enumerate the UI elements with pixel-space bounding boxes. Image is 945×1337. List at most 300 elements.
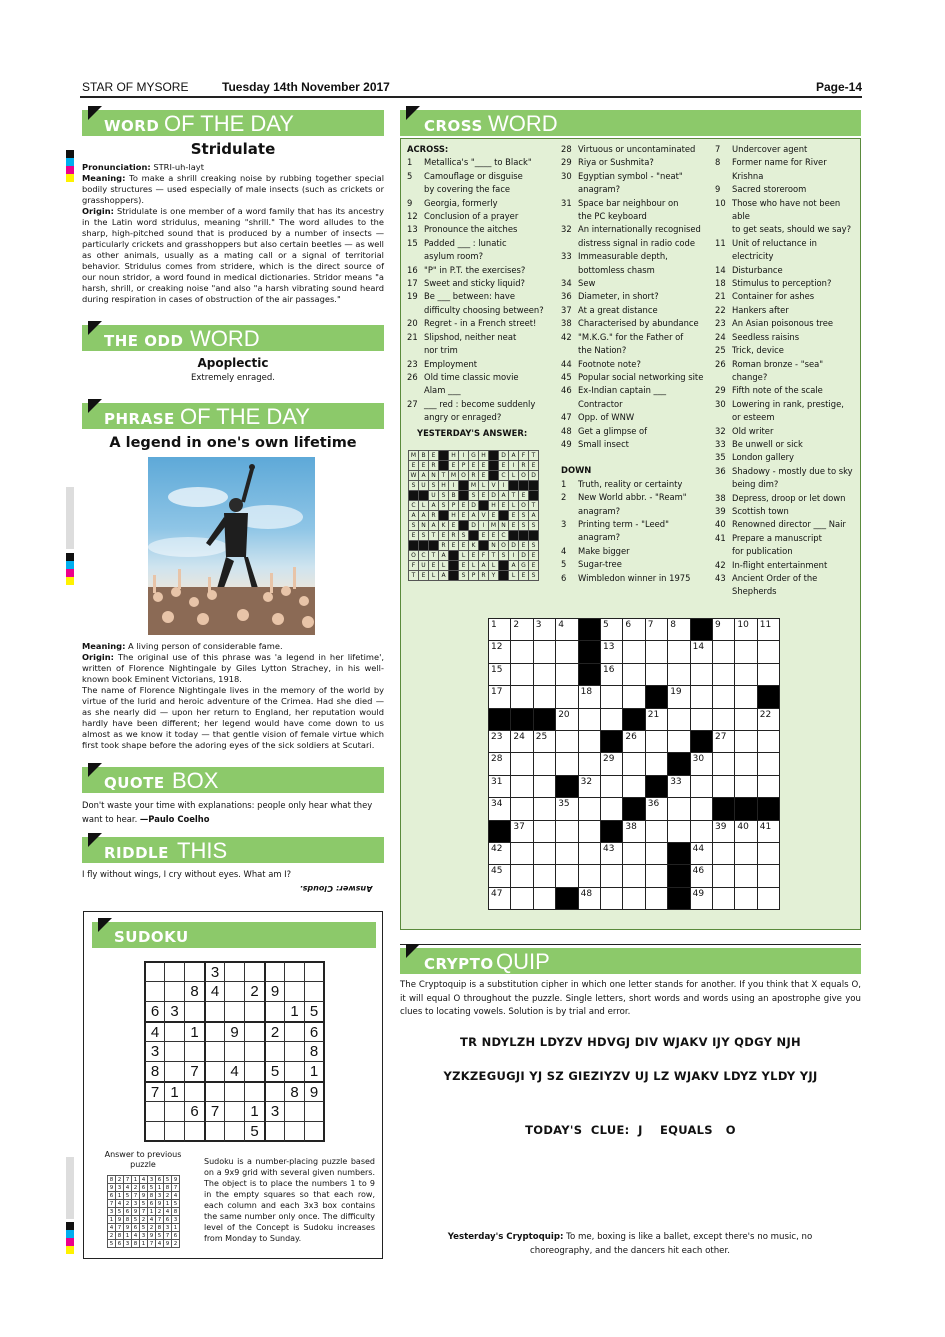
clue-number: [407, 411, 424, 424]
crossword-cell[interactable]: [622, 618, 645, 641]
crossword-cell[interactable]: [578, 864, 601, 887]
sudoku-cell[interactable]: [224, 1001, 245, 1022]
sudoku-answer-cell: 2: [123, 1199, 132, 1208]
crossword-cell[interactable]: [734, 887, 757, 910]
clue-item: [715, 451, 857, 464]
clue-item: [715, 545, 857, 558]
cell-number: 1: [491, 620, 497, 630]
clue-item: [407, 197, 559, 210]
crossword-cell[interactable]: [734, 752, 757, 775]
crossword-cell[interactable]: [734, 730, 757, 753]
clue-text: "P" in P.T. the exercises?: [424, 264, 526, 275]
clue-item: [561, 344, 711, 357]
crossword-cell[interactable]: [667, 640, 690, 663]
crossword-grid[interactable]: [488, 618, 779, 910]
yesterday-answer-grid: [408, 450, 538, 580]
crossword-black-cell: [757, 797, 780, 820]
clue-text: bottomless chasm: [578, 264, 655, 275]
sudoku-cell[interactable]: [304, 1121, 325, 1142]
crossword-cell[interactable]: [757, 640, 780, 663]
crossword-cell[interactable]: [712, 640, 735, 663]
crossword-cell[interactable]: [734, 663, 757, 686]
answer-cell: D: [528, 470, 539, 481]
answer-cell: U: [428, 490, 439, 501]
crossword-cell[interactable]: [488, 640, 511, 663]
crossword-cell[interactable]: [734, 820, 757, 843]
sudoku-answer-cell: 4: [163, 1207, 172, 1216]
answer-cell: I: [478, 520, 489, 531]
sudoku-cell[interactable]: [264, 1081, 285, 1102]
crossword-cell[interactable]: [734, 708, 757, 731]
answer-cell: E: [468, 550, 479, 561]
crossword-cell[interactable]: [488, 752, 511, 775]
sudoku-cell[interactable]: [244, 1041, 265, 1062]
crossword-cell[interactable]: [533, 663, 556, 686]
sudoku-cell[interactable]: [184, 1121, 205, 1142]
sudoku-answer-cell: 4: [115, 1199, 124, 1208]
crossword-cell[interactable]: [712, 842, 735, 865]
sudoku-cell[interactable]: [184, 1041, 205, 1062]
crossword-cell[interactable]: [622, 685, 645, 708]
crossword-cell[interactable]: [510, 730, 533, 753]
crossword-cell[interactable]: [533, 730, 556, 753]
header-big: BOX: [172, 768, 219, 793]
crossword-cell[interactable]: [712, 752, 735, 775]
answer-cell: I: [508, 550, 519, 561]
crossword-cell[interactable]: [555, 663, 578, 686]
sudoku-header: [92, 922, 376, 948]
clue-number: [715, 223, 732, 236]
crossword-cell[interactable]: [600, 842, 623, 865]
answer-cell: E: [458, 540, 469, 551]
answer-cell: I: [508, 460, 519, 471]
crossword-cell[interactable]: [645, 887, 668, 910]
crossword-cell[interactable]: [622, 820, 645, 843]
sudoku-cell: 3: [204, 961, 225, 982]
sudoku-cell[interactable]: [224, 1121, 245, 1142]
header-big: OF THE DAY: [164, 111, 294, 136]
crossword-cell[interactable]: [555, 640, 578, 663]
sudoku-answer-cell: 9: [107, 1183, 116, 1192]
crossword-cell[interactable]: [690, 842, 713, 865]
crossword-cell[interactable]: [690, 797, 713, 820]
crossword-cell[interactable]: [578, 708, 601, 731]
crossword-cell[interactable]: [488, 842, 511, 865]
crossword-cell[interactable]: [488, 864, 511, 887]
crossword-cell[interactable]: [533, 752, 556, 775]
crossword-cell[interactable]: [578, 685, 601, 708]
crossword-cell[interactable]: [533, 797, 556, 820]
header-small: CROSS: [424, 117, 483, 135]
sudoku-cell[interactable]: [164, 981, 185, 1002]
sudoku-cell[interactable]: [244, 1021, 265, 1042]
answer-cell: P: [458, 460, 469, 471]
crossword-cell[interactable]: [645, 864, 668, 887]
sudoku-cell: 9: [224, 1021, 245, 1042]
cell-number: 9: [715, 620, 721, 630]
clue-number: 2: [561, 492, 567, 503]
crossword-cell[interactable]: [667, 797, 690, 820]
crossword-cell[interactable]: [712, 775, 735, 798]
clue-item: [561, 358, 711, 371]
crossword-cell[interactable]: [510, 775, 533, 798]
crossword-cell[interactable]: [645, 730, 668, 753]
clue-text: Pronounce the aitches: [424, 224, 518, 235]
crossword-cell[interactable]: [510, 887, 533, 910]
crossword-cell[interactable]: [712, 864, 735, 887]
sudoku-cell[interactable]: [264, 1041, 285, 1062]
meaning-label: Meaning:: [82, 173, 126, 183]
clue-text: Georgia, formerly: [424, 197, 498, 208]
crossword-cell[interactable]: [757, 708, 780, 731]
crossword-cell[interactable]: [667, 685, 690, 708]
crossword-cell[interactable]: [533, 864, 556, 887]
crossword-cell[interactable]: [622, 864, 645, 887]
clue-item: [715, 183, 857, 196]
sudoku-answer-cell: 1: [115, 1191, 124, 1200]
crossword-cell[interactable]: [510, 685, 533, 708]
sudoku-cell[interactable]: [144, 981, 165, 1002]
crossword-cell[interactable]: [690, 775, 713, 798]
crossword-cell[interactable]: [645, 842, 668, 865]
cell-number: 34: [491, 799, 503, 810]
crossword-cell[interactable]: [690, 708, 713, 731]
riddle-answer-upside-down: Answer: Clouds.: [299, 884, 373, 893]
crossword-black-cell: [488, 820, 511, 843]
sudoku-cell[interactable]: [164, 1061, 185, 1082]
crossword-cell[interactable]: [533, 887, 556, 910]
clue-text: Seedless raisins: [732, 331, 800, 342]
crossword-cell[interactable]: [510, 797, 533, 820]
sudoku-cell[interactable]: [284, 1021, 305, 1042]
clue-text: An internationally recognised: [578, 224, 701, 235]
crossword-cell[interactable]: [510, 864, 533, 887]
clue-number: 33: [715, 438, 726, 449]
answer-cell: C: [498, 470, 509, 481]
crossword-cell[interactable]: [667, 775, 690, 798]
sudoku-answer-cell: 8: [131, 1239, 140, 1248]
crossword-cell[interactable]: [712, 730, 735, 753]
crossword-cell[interactable]: [667, 820, 690, 843]
crossword-cell[interactable]: [622, 887, 645, 910]
crossword-cell[interactable]: [510, 842, 533, 865]
clue-number: [561, 344, 578, 357]
sudoku-cell[interactable]: [204, 1041, 225, 1062]
sudoku-cell[interactable]: [204, 1081, 225, 1102]
crossword-cell[interactable]: [510, 820, 533, 843]
sudoku-cell[interactable]: [224, 1041, 245, 1062]
sudoku-cell[interactable]: [144, 961, 165, 982]
crossword-cell[interactable]: [645, 663, 668, 686]
crossword-cell[interactable]: [600, 685, 623, 708]
sudoku-cell[interactable]: [144, 1121, 165, 1142]
sudoku-cell[interactable]: [304, 961, 325, 982]
clue-number: 38: [715, 492, 726, 503]
crossword-cell[interactable]: [757, 775, 780, 798]
crossword-cell[interactable]: [555, 730, 578, 753]
crossword-cell[interactable]: [488, 775, 511, 798]
crossword-cell[interactable]: [578, 775, 601, 798]
sudoku-cell[interactable]: [284, 961, 305, 982]
crossword-cell[interactable]: [600, 797, 623, 820]
crossword-cell[interactable]: [578, 797, 601, 820]
crossword-cell[interactable]: [555, 685, 578, 708]
crossword-cell[interactable]: [667, 618, 690, 641]
clue-text: At a great distance: [578, 304, 658, 315]
sudoku-cell[interactable]: [284, 981, 305, 1002]
answer-cell: M: [448, 470, 459, 481]
sudoku-cell: 9: [264, 981, 285, 1002]
sudoku-cell: 9: [304, 1081, 325, 1102]
sudoku-answer-cell: 2: [163, 1191, 172, 1200]
crossword-cell[interactable]: [510, 618, 533, 641]
crossword-cell[interactable]: [555, 708, 578, 731]
answer-cell: H: [478, 450, 489, 461]
clue-item: [715, 304, 857, 317]
clue-text: Trick, device: [732, 345, 784, 356]
crossword-cell[interactable]: [510, 640, 533, 663]
sudoku-answer-cell: 5: [131, 1215, 140, 1224]
crossword-cell[interactable]: [645, 640, 668, 663]
clue-text: Wimbledon winner in 1975: [578, 572, 691, 583]
crossword-cell[interactable]: [712, 708, 735, 731]
clue-text: Get a glimpse of: [578, 425, 648, 436]
sudoku-cell[interactable]: [284, 1121, 305, 1142]
clue-item: [561, 491, 711, 504]
crossword-black-cell: [690, 730, 713, 753]
crossword-cell[interactable]: [734, 864, 757, 887]
crossword-cell[interactable]: [510, 663, 533, 686]
crossword-cell[interactable]: [712, 820, 735, 843]
sudoku-cell[interactable]: [144, 1101, 165, 1122]
clue-item: [407, 223, 559, 236]
sudoku-cell[interactable]: [184, 1081, 205, 1102]
sudoku-grid[interactable]: [144, 961, 326, 1141]
clue-number: 20: [407, 318, 418, 329]
word-of-day-body: [82, 162, 384, 305]
crossword-cell[interactable]: [712, 685, 735, 708]
crossword-cell[interactable]: [757, 864, 780, 887]
clue-item: [561, 531, 711, 544]
crossword-cell[interactable]: [578, 820, 601, 843]
clue-text: Renowned director ___ Nair: [732, 519, 846, 530]
sudoku-cell[interactable]: [244, 1061, 265, 1082]
sudoku-cell[interactable]: [244, 1081, 265, 1102]
sudoku-cell: 6: [304, 1021, 325, 1042]
crossword-cell[interactable]: [600, 618, 623, 641]
crossword-cell[interactable]: [488, 797, 511, 820]
sudoku-cell[interactable]: [244, 961, 265, 982]
header-small: THE ODD: [104, 332, 184, 350]
crossword-cell[interactable]: [712, 887, 735, 910]
sudoku-cell[interactable]: [284, 1101, 305, 1122]
sudoku-cell[interactable]: [224, 961, 245, 982]
crossword-cell[interactable]: [734, 685, 757, 708]
clue-text: London gallery: [732, 452, 795, 463]
clue-item: [407, 290, 559, 303]
crossword-cell[interactable]: [533, 618, 556, 641]
sudoku-cell[interactable]: [204, 1001, 225, 1022]
crossword-cell[interactable]: [690, 864, 713, 887]
answer-cell: E: [508, 510, 519, 521]
crossword-cell[interactable]: [690, 640, 713, 663]
crossword-cell[interactable]: [488, 730, 511, 753]
clue-item: [715, 465, 857, 478]
crossword-cell[interactable]: [533, 842, 556, 865]
clue-text: In-flight entertainment: [732, 559, 828, 570]
crossword-cell[interactable]: [510, 752, 533, 775]
crossword-cell[interactable]: [757, 618, 780, 641]
sudoku-cell[interactable]: [204, 1061, 225, 1082]
crossword-cell[interactable]: [488, 663, 511, 686]
crossword-cell[interactable]: [757, 887, 780, 910]
answer-cell: H: [488, 500, 499, 511]
sudoku-cell[interactable]: [184, 1001, 205, 1022]
clue-number: [407, 304, 424, 317]
pron-text: STRI-uh-layt: [153, 162, 204, 172]
crossword-cell[interactable]: [757, 842, 780, 865]
sudoku-cell[interactable]: [264, 961, 285, 982]
crossword-cell[interactable]: [712, 618, 735, 641]
crossword-cell[interactable]: [488, 618, 511, 641]
clue-text: Hankers after: [732, 304, 789, 315]
crossword-cell[interactable]: [622, 775, 645, 798]
crossword-cell[interactable]: [734, 640, 757, 663]
sudoku-cell[interactable]: [224, 1101, 245, 1122]
sudoku-cell[interactable]: [164, 1121, 185, 1142]
crossword-cell[interactable]: [578, 887, 601, 910]
sudoku-cell[interactable]: [184, 961, 205, 982]
crossword-cell[interactable]: [622, 663, 645, 686]
sudoku-cell[interactable]: [264, 1001, 285, 1022]
sudoku-cell: 5: [264, 1061, 285, 1082]
clue-number: 47: [561, 412, 572, 423]
crossword-cell[interactable]: [622, 752, 645, 775]
crossword-cell[interactable]: [757, 820, 780, 843]
crossword-cell[interactable]: [555, 618, 578, 641]
crossword-cell[interactable]: [600, 752, 623, 775]
crossword-cell[interactable]: [600, 708, 623, 731]
crossword-cell[interactable]: [622, 842, 645, 865]
clue-text: Small insect: [578, 438, 629, 449]
sudoku-cell[interactable]: [284, 1061, 305, 1082]
crossword-cell[interactable]: [555, 820, 578, 843]
crossword-cell[interactable]: [622, 640, 645, 663]
crossword-cell[interactable]: [533, 820, 556, 843]
sudoku-cell[interactable]: [224, 1081, 245, 1102]
sudoku-cell[interactable]: [164, 1101, 185, 1122]
crossword-cell[interactable]: [555, 797, 578, 820]
sudoku-cell: 4: [144, 1021, 165, 1042]
crossword-cell[interactable]: [555, 752, 578, 775]
clue-item: [561, 545, 711, 558]
crossword-cell[interactable]: [578, 730, 601, 753]
crossword-cell[interactable]: [600, 887, 623, 910]
crossword-cell[interactable]: [555, 864, 578, 887]
crossword-cell[interactable]: [600, 775, 623, 798]
crossword-black-cell: [622, 708, 645, 731]
crossword-cell[interactable]: [734, 775, 757, 798]
crossword-cell[interactable]: [757, 752, 780, 775]
origin-text: Stridulate is one member of a word family that has its ancestry in the Latin word stridulus, meaning "shrill." The word alludes to the sharp, high-pitched sound that is produced by a number of insects — particularly crickets and grasshoppers but also certain beetles — as well as other animals, usually as a mating call or a signal of territorial behavior. Stridulus comes from stridere, which is the direct source of our noun stridor, a word found in medical dictionaries. Stridor means "a harsh, shrill, or creaking noise "and also "a harsh vibrating sound heard during respiration in cases of obstruction of the air passages.": [82, 206, 384, 304]
crossword-cell[interactable]: [600, 640, 623, 663]
sudoku-cell[interactable]: [204, 1021, 225, 1042]
cell-number: 11: [759, 620, 772, 630]
crossword-cell[interactable]: [533, 640, 556, 663]
riddle-question: I fly without wings, I cry without eyes. What am I?: [82, 869, 292, 879]
sudoku-cell[interactable]: [204, 1121, 225, 1142]
crossword-cell[interactable]: [645, 820, 668, 843]
header-small: CRYPTO: [424, 955, 494, 973]
crossword-cell[interactable]: [690, 663, 713, 686]
clue-item: [715, 411, 857, 424]
clue-text: An Asian poisonous tree: [732, 318, 834, 329]
sudoku-cell[interactable]: [284, 1041, 305, 1062]
crossword-cell[interactable]: [667, 663, 690, 686]
crossword-cell[interactable]: [533, 775, 556, 798]
sudoku-cell[interactable]: [304, 1101, 325, 1122]
cell-number: 45: [491, 866, 503, 877]
clue-text: or esteem: [732, 412, 775, 423]
crossword-cell[interactable]: [667, 708, 690, 731]
clue-text: Sweet and sticky liquid?: [424, 278, 525, 289]
crossword-cell[interactable]: [645, 797, 668, 820]
crossword-cell[interactable]: [645, 752, 668, 775]
sudoku-answer-cell: 7: [123, 1175, 132, 1184]
crossword-cell[interactable]: [600, 864, 623, 887]
crossword-cell[interactable]: [645, 708, 668, 731]
crossword-cell[interactable]: [622, 730, 645, 753]
cell-number: 37: [513, 821, 525, 832]
clue-item: [561, 304, 711, 317]
answer-cell: E: [408, 460, 419, 471]
crossword-black-cell: [622, 797, 645, 820]
crossword-cell[interactable]: [712, 663, 735, 686]
sudoku-cell[interactable]: [164, 1021, 185, 1042]
sudoku-cell[interactable]: [224, 981, 245, 1002]
sudoku-cell: 1: [184, 1021, 205, 1042]
crossword-cell[interactable]: [757, 730, 780, 753]
crossword-cell[interactable]: [533, 685, 556, 708]
sudoku-answer-cell: 4: [131, 1231, 140, 1240]
sudoku-cell[interactable]: [164, 961, 185, 982]
crossword-cell[interactable]: [667, 730, 690, 753]
crossword-cell[interactable]: [690, 887, 713, 910]
crossword-cell[interactable]: [734, 618, 757, 641]
clue-text: anagram?: [578, 532, 621, 543]
crossword-cell[interactable]: [645, 618, 668, 641]
crossword-cell[interactable]: [488, 887, 511, 910]
crossword-cell[interactable]: [600, 663, 623, 686]
crossword-cell[interactable]: [734, 842, 757, 865]
yesterday-cryptoquip-text: To me, boxing is like a ballet, except there's no music, no choreography, and the dancers hit each other.: [530, 1232, 813, 1256]
crossword-cell[interactable]: [690, 752, 713, 775]
crossword-cell[interactable]: [578, 842, 601, 865]
sudoku-cell[interactable]: [164, 1041, 185, 1062]
clue-item: [561, 425, 711, 438]
crossword-cell[interactable]: [757, 663, 780, 686]
sudoku-cell[interactable]: [244, 1001, 265, 1022]
crossword-cell[interactable]: [488, 685, 511, 708]
crossword-cell[interactable]: [690, 820, 713, 843]
sudoku-cell[interactable]: [264, 1121, 285, 1142]
sudoku-answer-cell: 7: [155, 1215, 164, 1224]
crossword-cell[interactable]: [555, 842, 578, 865]
sudoku-cell[interactable]: [304, 981, 325, 1002]
clue-number: 30: [561, 170, 572, 181]
crossword-cell[interactable]: [578, 752, 601, 775]
crossword-cell[interactable]: [690, 685, 713, 708]
